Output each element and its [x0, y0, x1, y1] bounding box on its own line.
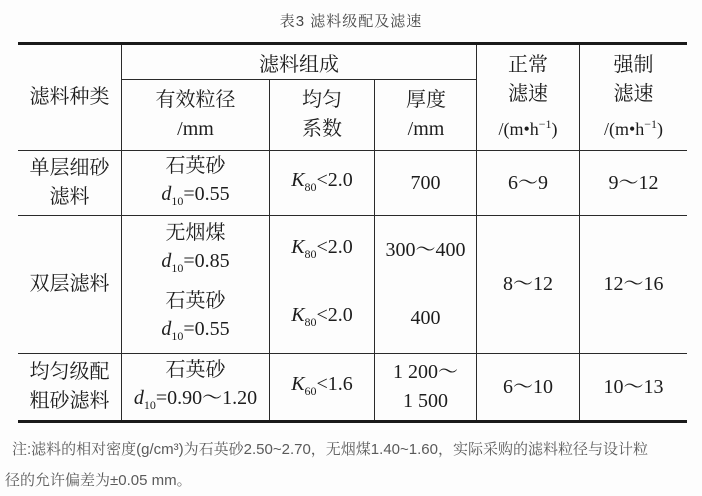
rate-value: 9～12 — [608, 171, 659, 194]
cell-media-type — [18, 150, 122, 215]
k-subscript: 80 — [304, 246, 317, 261]
header-group-composition — [122, 45, 477, 150]
cell-thickness — [375, 353, 477, 420]
material-name: 石英砂 — [165, 290, 226, 313]
header-unit — [498, 109, 557, 144]
unit-pre: /(m•h — [603, 119, 645, 139]
material-entry — [161, 219, 229, 282]
header-cell-effective-size — [122, 80, 270, 150]
type-line: 单层细砂 — [29, 157, 110, 179]
cell-effective-size — [122, 353, 270, 420]
k-symbol: K — [291, 235, 305, 258]
k-value: <2.0 — [316, 304, 353, 327]
material-name: 石英砂 — [165, 154, 226, 177]
header-line: 均匀 — [302, 89, 342, 111]
k-symbol: K — [291, 372, 305, 395]
k-subscript: 80 — [304, 179, 317, 194]
d-value: =0.85 — [183, 249, 230, 272]
k-value: <2.0 — [316, 168, 353, 191]
material-entry — [161, 152, 229, 215]
cell-normal-rate — [477, 353, 580, 420]
coefficient-entry — [291, 301, 353, 336]
unit-pre: /(m•h — [498, 119, 539, 139]
footnote-line-1: 注:滤料的相对密度(g/cm³)为石英砂2.50~2.70，无烟煤1.40~1.60，实际采购的滤料粒径与设计粒 — [12, 441, 648, 458]
type-line: 滤料 — [49, 186, 90, 208]
header-cell-media-type — [18, 45, 122, 150]
material-entry — [161, 287, 229, 350]
type-line: 双层滤料 — [29, 273, 110, 295]
table-title: 表3 滤料级配及滤速 — [279, 13, 423, 30]
header-unit: /mm — [177, 118, 214, 140]
d-value: =0.55 — [183, 318, 230, 341]
type-line: 均匀级配 — [29, 361, 110, 383]
header-line: 有效粒径 — [155, 89, 236, 111]
d-symbol: d — [133, 386, 144, 409]
k-value: <2.0 — [316, 235, 353, 258]
cell-thickness — [375, 215, 477, 353]
filter-media-table — [18, 42, 687, 423]
cell-thickness — [375, 150, 477, 215]
footnote-line-2: 径的允许偏差为±0.05 mm。 — [5, 472, 192, 489]
cell-forced-rate — [580, 353, 687, 420]
d-subscript: 10 — [171, 260, 184, 275]
cell-media-type — [18, 353, 122, 420]
thickness-value: 1 500 — [403, 390, 448, 412]
unit-post: ) — [657, 119, 664, 139]
rate-value: 10～13 — [603, 375, 664, 398]
header-cell-uniformity — [270, 80, 375, 150]
material-value — [134, 384, 257, 419]
cell-uniformity — [270, 215, 375, 353]
header-line: 系数 — [302, 118, 342, 140]
header-line: 滤速 — [613, 83, 654, 105]
header-unit — [604, 109, 663, 144]
header-cell-thickness — [375, 80, 477, 150]
header-unit: /mm — [407, 118, 445, 140]
type-line: 粗砂滤料 — [29, 390, 110, 412]
header-line: 滤速 — [508, 83, 548, 105]
k-value: <1.6 — [316, 372, 353, 395]
header-label: 滤料种类 — [29, 86, 110, 108]
cell-normal-rate — [477, 215, 580, 353]
cell-uniformity — [270, 150, 375, 215]
thickness-value: 1 200～ — [393, 361, 458, 383]
cell-forced-rate — [580, 215, 687, 353]
rate-value: 6～10 — [503, 375, 553, 398]
coefficient-entry — [291, 166, 353, 201]
unit-sup: −1 — [644, 117, 658, 131]
header-line: 强制 — [613, 54, 654, 76]
group-label-text: 滤料组成 — [259, 53, 339, 76]
cell-effective-size — [122, 150, 270, 215]
d-subscript: 10 — [171, 193, 184, 208]
cell-normal-rate — [477, 150, 580, 215]
header-cell-normal-rate — [477, 45, 580, 150]
footnote — [5, 434, 702, 496]
coefficient-entry — [291, 370, 353, 405]
rate-value: 6～9 — [508, 171, 548, 194]
k-symbol: K — [291, 304, 305, 327]
header-cell-forced-rate — [580, 45, 687, 150]
thickness-value: 700 — [410, 171, 441, 194]
d-subscript: 10 — [171, 329, 184, 344]
thickness-value: 400 — [410, 307, 441, 330]
material-name: 石英砂 — [165, 358, 226, 381]
k-subscript: 80 — [304, 315, 317, 330]
header-line: 厚度 — [406, 89, 446, 111]
material-value — [161, 315, 229, 350]
d-subscript: 10 — [143, 397, 156, 412]
header-subrow — [122, 80, 476, 150]
header-line: 正常 — [508, 54, 548, 76]
unit-sup: −1 — [538, 117, 552, 131]
thickness-value: 300～400 — [385, 238, 466, 261]
material-value — [161, 247, 229, 282]
d-symbol: d — [161, 182, 172, 205]
d-value: =0.90～1.20 — [155, 386, 258, 409]
d-value: =0.55 — [183, 182, 230, 205]
coefficient-entry — [291, 233, 353, 268]
header-group-label — [122, 45, 476, 80]
cell-forced-rate — [580, 150, 687, 215]
material-entry — [134, 356, 257, 419]
unit-post: ) — [551, 119, 558, 139]
material-value — [161, 180, 229, 215]
rate-value: 8～12 — [503, 273, 553, 295]
cell-effective-size — [122, 215, 270, 353]
cell-media-type — [18, 215, 122, 353]
d-symbol: d — [161, 249, 172, 272]
material-name: 无烟煤 — [165, 221, 226, 244]
cell-uniformity — [270, 353, 375, 420]
k-subscript: 60 — [304, 383, 317, 398]
d-symbol: d — [161, 318, 172, 341]
rate-value: 12～16 — [603, 273, 664, 295]
k-symbol: K — [291, 168, 305, 191]
